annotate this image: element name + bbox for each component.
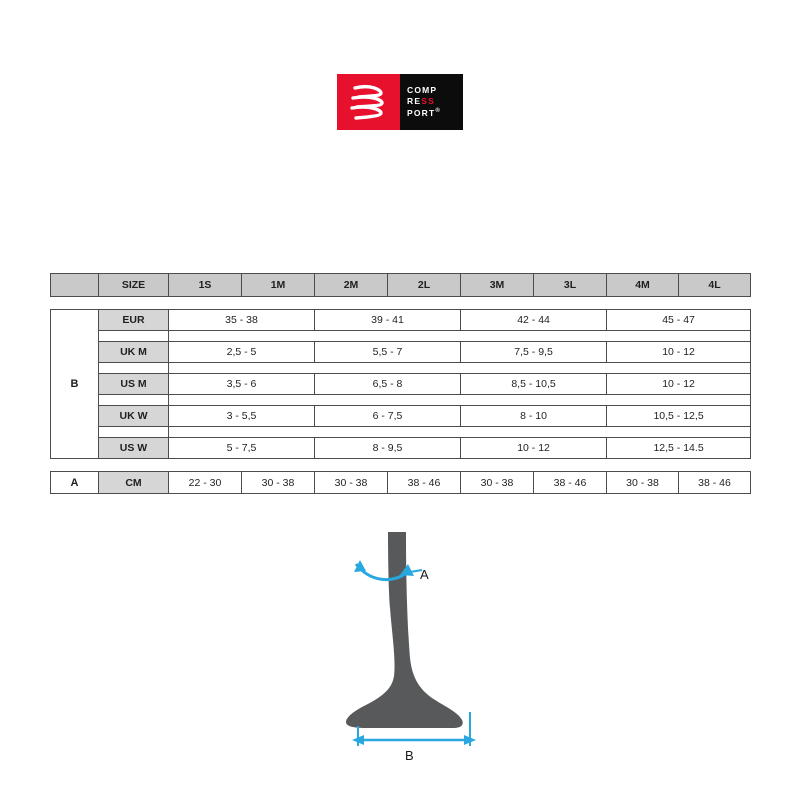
header-size-3l: 3L (534, 274, 607, 297)
cell-eur-4: 45 - 47 (607, 310, 751, 331)
row-label-usw: US W (99, 438, 169, 459)
cell-eur-1: 35 - 38 (169, 310, 315, 331)
logo-line-1: COMP (407, 85, 438, 96)
cell-ukw-1: 3 - 5,5 (169, 406, 315, 427)
cell-usm-4: 10 - 12 (607, 374, 751, 395)
row-label-ukm: UK M (99, 342, 169, 363)
cell-ukm-3: 7,5 - 9,5 (461, 342, 607, 363)
compressport-swoosh-icon (337, 74, 400, 130)
diagram-label-a: A (420, 567, 429, 582)
cell-ukm-2: 5,5 - 7 (315, 342, 461, 363)
table-row (51, 310, 751, 331)
size-body-table-a (50, 471, 751, 494)
size-body-table-b (50, 309, 751, 459)
cell-ukw-4: 10,5 - 12,5 (607, 406, 751, 427)
cell-eur-3: 42 - 44 (461, 310, 607, 331)
cell-usm-3: 8,5 - 10,5 (461, 374, 607, 395)
header-size-label: SIZE (99, 274, 169, 297)
logo-line-3: PORT® (407, 108, 442, 119)
row-spacer (51, 331, 751, 342)
table-row (51, 406, 751, 427)
cell-cm-1: 22 - 30 (169, 472, 242, 494)
header-size-2m: 2M (315, 274, 388, 297)
cell-cm-7: 30 - 38 (607, 472, 679, 494)
cell-usw-3: 10 - 12 (461, 438, 607, 459)
header-size-1s: 1S (169, 274, 242, 297)
diagram-label-b: B (405, 748, 414, 763)
logo-line-2: RESS (407, 95, 435, 106)
cell-ukm-1: 2,5 - 5 (169, 342, 315, 363)
cell-usw-2: 8 - 9,5 (315, 438, 461, 459)
table-row (51, 342, 751, 363)
row-spacer (51, 395, 751, 406)
table-row (51, 374, 751, 395)
table-row (51, 472, 751, 494)
brand-logo (337, 74, 463, 130)
header-size-1m: 1M (242, 274, 315, 297)
header-corner-blank (51, 274, 99, 297)
group-b-label: B (51, 310, 99, 459)
sock-leg-illustration (330, 530, 500, 770)
group-a-label: A (51, 472, 99, 494)
cell-cm-2: 30 - 38 (242, 472, 315, 494)
cell-usm-1: 3,5 - 6 (169, 374, 315, 395)
row-label-eur: EUR (99, 310, 169, 331)
cell-usm-2: 6,5 - 8 (315, 374, 461, 395)
cell-usw-4: 12,5 - 14.5 (607, 438, 751, 459)
size-chart (50, 273, 750, 494)
cell-cm-8: 38 - 46 (679, 472, 751, 494)
row-label-usm: US M (99, 374, 169, 395)
logo-mark-block (337, 74, 400, 130)
row-label-cm: CM (99, 472, 169, 494)
cell-cm-3: 30 - 38 (315, 472, 388, 494)
row-spacer (51, 363, 751, 374)
header-size-4m: 4M (607, 274, 679, 297)
cell-ukw-2: 6 - 7,5 (315, 406, 461, 427)
logo-wordmark (400, 74, 463, 130)
cell-cm-5: 30 - 38 (461, 472, 534, 494)
sock-silhouette (346, 532, 463, 728)
header-size-3m: 3M (461, 274, 534, 297)
size-header-table (50, 273, 751, 297)
cell-cm-6: 38 - 46 (534, 472, 607, 494)
cell-ukm-4: 10 - 12 (607, 342, 751, 363)
row-label-ukw: UK W (99, 406, 169, 427)
header-size-4l: 4L (679, 274, 751, 297)
row-spacer (51, 427, 751, 438)
cell-cm-4: 38 - 46 (388, 472, 461, 494)
cell-usw-1: 5 - 7,5 (169, 438, 315, 459)
size-header-row (51, 274, 751, 297)
cell-ukw-3: 8 - 10 (461, 406, 607, 427)
header-size-2l: 2L (388, 274, 461, 297)
cell-eur-2: 39 - 41 (315, 310, 461, 331)
table-row (51, 438, 751, 459)
